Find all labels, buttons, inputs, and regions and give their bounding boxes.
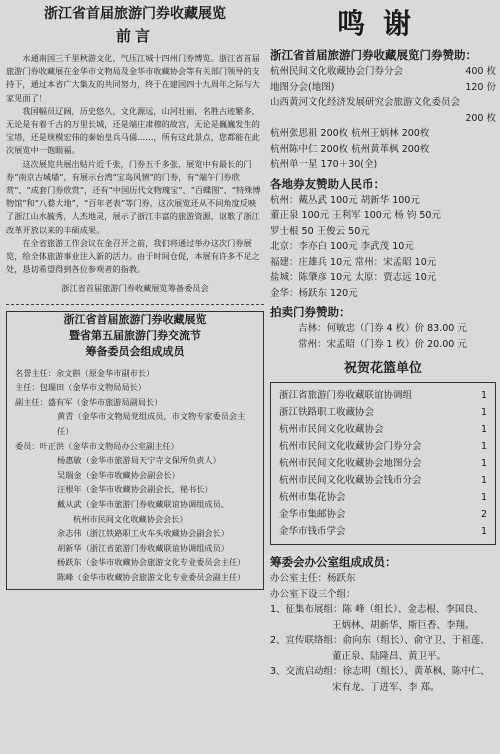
committee-member-list (7, 360, 263, 585)
sponsor-name: 杭州民间文化收藏协会门券分会 (270, 66, 404, 77)
office-row: 董正泉、陆隆昌、黄卫平。 (332, 650, 447, 662)
preface-signature: 浙江省首届旅游门券收藏展览筹备委员会 (61, 283, 209, 294)
auction-row: 吉林：何敏忠（门券 4 枚）价 83.00 元 (298, 323, 467, 334)
flower-count: 1 (480, 441, 487, 452)
people-row: 杭州陈中仁 200枚 杭州黄革枫 200枚 (270, 143, 430, 155)
office-row: 办公室主任：杨跃东 (270, 573, 356, 584)
committee-member: 副主任：盛有军（金华市旅游局副局长） (15, 396, 163, 407)
people-list (270, 126, 496, 173)
money-row: 杭州：戴丛武 100元 胡新华 100元 (270, 194, 420, 206)
preface-title: 浙江省首届旅游门券收藏展览 (44, 6, 226, 22)
committee-member: 戴从武（金华市旅游门券收藏联谊协调组成员、 (57, 499, 229, 509)
flowers-title: 祝贺花篮单位 (343, 361, 422, 376)
sponsor-section (270, 46, 496, 352)
office-row: 宋有龙、丁进军、李 郑。 (332, 681, 440, 693)
office-row: 2、宣传联络组：俞向东（组长）、俞守卫、于祖莲、 (270, 635, 490, 646)
flower-row (279, 421, 487, 438)
flowers-box (270, 382, 496, 545)
auction-row: 常州：宋孟昭（门券 1 枚）价 20.00 元 (298, 338, 467, 350)
flower-count: 1 (480, 492, 487, 503)
preface-paragraph: 水通南国三千里秋游文化，气压江城十四州门券博览。浙江省首届旅游门券收藏展在金华市文物局及金华市收藏协会等有关部门领导的支持下，通过本省广大集友的共同努力，终于在建国四十九周年之际与大家见面了！ (6, 53, 260, 103)
committee-member: 杨惠敏（金华市旅游局天宁寺文保所负责人） (57, 455, 221, 466)
sponsor-list (270, 64, 496, 126)
office-row: 办公室下设三个组： (270, 588, 356, 600)
preface-paragraph: 这次展览共展出贴片近千张，门券五千多张，展览中有最长的门券“南京古城墙”，有展示台湾“宝岛风情”的门券，有“端午门券欣赏”、“成套门券欣赏”，还有“中国历代文物瑰宝”、“百蝶图”、“特殊博物馆”和“八婺大地”，“百年老表”等门券，这次展览还从不同角度反映了浙江山水毓秀，人杰地灵，展示了浙江丰富的旅游资源，讴歌了浙江改革开放以来的丰硕成果。 (6, 158, 261, 235)
committee-member: 名誉主任：余文斟（原金华市副市长） (15, 367, 155, 378)
sponsor-row (270, 95, 496, 111)
section-heading: 各地券友赞助人民币： (270, 176, 385, 191)
flower-row (279, 404, 487, 421)
flower-name: 浙江省旅游门券收藏联谊协调组 (279, 390, 413, 401)
sponsor-row (270, 111, 496, 127)
flower-row (279, 387, 487, 404)
people-row: 杭州张思祖 200枚 杭州王炳林 200枚 (270, 128, 430, 139)
flower-count: 1 (480, 475, 487, 486)
committee-member: 杨跃东（金华市收藏协会旅游文化专业委员会主任） (57, 557, 246, 568)
sponsor-value: 120 份 (465, 81, 496, 93)
committee-member: 杭州市民间文化收藏协会会长） (73, 513, 188, 524)
sponsor-value: 200 枚 (465, 112, 496, 124)
thanks-title: 鸣谢 (336, 7, 429, 40)
flower-count: 2 (480, 509, 487, 520)
flower-name: 杭州市民间文化收藏协会地图分会 (279, 458, 422, 469)
money-row: 罗士根 50 王俊云 50元 (270, 225, 370, 237)
flower-name: 杭州市民间文化收藏协会门券分会 (279, 441, 422, 452)
committee-member: 胡新华（浙江省旅游门券收藏联谊协调组成员） (57, 542, 229, 553)
sponsor-row (270, 64, 496, 80)
left-column (6, 4, 264, 748)
flower-name: 金华市钱币学会 (279, 526, 346, 537)
flower-row (279, 438, 487, 455)
money-list (270, 193, 496, 302)
section-heading: 拍卖门券赞助： (270, 305, 351, 319)
money-row: 董正泉 100元 王利军 100元 杨 钧 50元 (270, 210, 441, 221)
office-row: 1、征集布展组：陈 峰（组长）、金志根、李国良、 (270, 604, 484, 615)
flower-name: 杭州市民间文化收藏协会钱币分会 (279, 475, 422, 486)
committee-title-line: 筹备委员会组成成员 (85, 344, 185, 358)
flower-count: 1 (480, 390, 487, 401)
sponsor-row (270, 80, 496, 96)
right-column (270, 4, 496, 748)
flower-row (279, 455, 487, 472)
committee-member: 余志伟（浙江铁路职工火车头收藏协会副会长） (57, 528, 229, 539)
committee-member: 黄青（金华市文物局党组成员，市文物专家委员会主任） (57, 411, 246, 437)
people-row: 杭州单一星 170＋30(全) (270, 159, 378, 170)
committee-member: 主任：包瑞田（金华市文物局局长） (15, 382, 147, 393)
committee-member: 陈峰（金华市收藏协会旅游文化专业委员会副主任） (57, 571, 246, 582)
committee-member: 吴瑞金（金华市收藏协会副会长） (57, 469, 180, 480)
flower-count: 1 (480, 458, 487, 469)
flower-count: 1 (480, 526, 487, 537)
office-row: 3、交流启动组：徐志明（组长）、黄革枫、陈中仁、 (270, 666, 490, 677)
flower-count: 1 (480, 424, 487, 435)
flower-row (279, 523, 487, 540)
committee-title-line: 暨省第五届旅游门券交流节 (69, 328, 201, 342)
committee-title-line: 浙江省首届旅游门券收藏展览 (63, 312, 207, 326)
flower-row (279, 506, 487, 523)
committee-member: 汪根年（金华市收藏协会副会长，秘书长） (57, 484, 213, 495)
sponsor-value: 400 枚 (465, 66, 496, 77)
divider (6, 304, 264, 305)
preface-body (6, 52, 264, 296)
money-row: 福建：庄雄兵 10元 常州：宋孟昭 10元 (270, 256, 437, 268)
flower-name: 金华市集邮协会 (279, 509, 346, 520)
flower-name: 浙江铁路职工收藏协会 (279, 407, 375, 418)
flower-row (279, 472, 487, 489)
flower-name: 杭州市集花协会 (279, 492, 346, 503)
preface-subtitle: 前言 (115, 27, 154, 45)
auction-list (270, 321, 496, 352)
preface-paragraph: 在全省旅游工作会议在金召开之前，我们将通过举办这次门券展览，给全体旅游事业注入新的活力。由于时间仓促，本展有许多不足之处，恳切希望得到各位参观者的指教。 (6, 237, 260, 275)
money-row: 盐城：陈肇彦 10元 太原：贾志远 10元 (270, 272, 437, 283)
committee-box (6, 311, 264, 590)
money-row: 金华：杨跃东 120元 (270, 287, 358, 299)
sponsor-name: 山西黄河文化经济发展研究会旅游文化委员会 (270, 97, 461, 108)
preface-paragraph: 我国幅员辽阔，历史悠久，文化源远，山河壮丽，名胜古迹繁多，无论是有着千古的万里长城，还是端庄肃穆的故宫，无论是巍巍发生的宝塔，还是规模宏伟的秦始皇兵马俑……，所有这此景点，您都能在此次展览中一饱眼福。 (6, 105, 260, 156)
money-row: 北京：李亦白 100元 李武茂 10元 (270, 241, 414, 252)
flower-count: 1 (480, 407, 487, 418)
committee-member: 委员：叶正洪（金华市文物局办公室副主任） (15, 440, 179, 451)
office-list (270, 571, 496, 695)
flower-name: 杭州市民间文化收藏协会 (279, 424, 384, 435)
sponsor-name: 地图分会(地图) (270, 81, 335, 93)
office-row: 王炳林、胡新华、斯巨香、李翔。 (332, 619, 475, 631)
office-title: 筹委会办公室组成成员： (270, 555, 397, 569)
section-heading: 浙江省首届旅游门券收藏展览门券赞助： (270, 48, 477, 62)
flower-row (279, 489, 487, 506)
